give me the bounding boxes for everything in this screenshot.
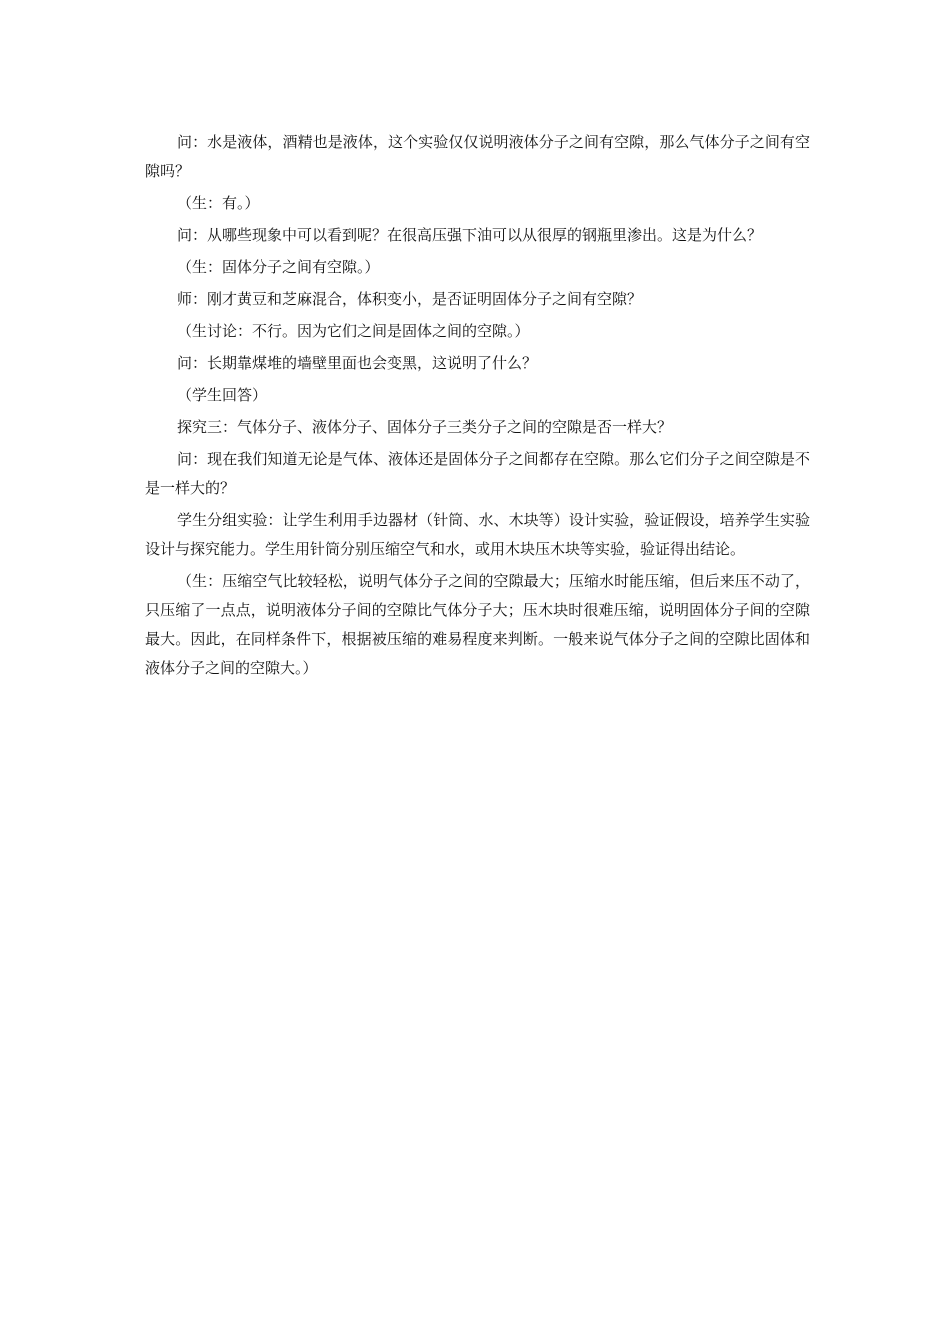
paragraph-student-conclusion: （生：压缩空气比较轻松，说明气体分子之间的空隙最大；压缩水时能压缩，但后来压不动了，只压缩了一点点，说明液体分子间的空隙比气体分子大；压木块时很难压缩，说明固体分子间的空隙最大。因此，在同样条件下，根据被压缩的难易程度来判断。一般来说气体分子之间的空隙比固体和液体分子之间的空隙大。）	[145, 572, 810, 677]
paragraph-student-discussion: （生讨论：不行。因为它们之间是固体之间的空隙。）	[177, 322, 530, 340]
paragraph-question-gas: 问：水是液体，酒精也是液体，这个实验仅仅说明液体分子之间有空隙，那么气体分子之间有空隙吗？	[145, 133, 810, 180]
paragraph-question-oil: 问：从哪些现象中可以看到呢？在很高压强下油可以从很厚的钢瓶里渗出。这是为什么？	[177, 226, 763, 244]
paragraph-teacher-beans: 师：刚才黄豆和芝麻混合，体积变小，是否证明固体分子之间有空隙？	[177, 290, 643, 308]
paragraph-student-solid-gaps: （生：固体分子之间有空隙。）	[177, 258, 380, 276]
paragraph-student-yes: （生：有。）	[177, 194, 260, 212]
document-body	[145, 128, 810, 686]
paragraph-inquiry-three: 探究三：气体分子、液体分子、固体分子三类分子之间的空隙是否一样大？	[177, 418, 673, 436]
paragraph-question-wall: 问：长期靠煤堆的墙壁里面也会变黑，这说明了什么？	[177, 354, 538, 372]
paragraph-question-gap-size: 问：现在我们知道无论是气体、液体还是固体分子之间都存在空隙。那么它们分子之间空隙是不是一样大的？	[145, 450, 810, 497]
paragraph-group-experiment: 学生分组实验：让学生利用手边器材（针筒、水、木块等）设计实验，验证假设，培养学生实验设计与探究能力。学生用针筒分别压缩空气和水，或用木块压木块等实验，验证得出结论。	[145, 511, 810, 558]
paragraph-student-answer: （学生回答）	[177, 386, 268, 404]
